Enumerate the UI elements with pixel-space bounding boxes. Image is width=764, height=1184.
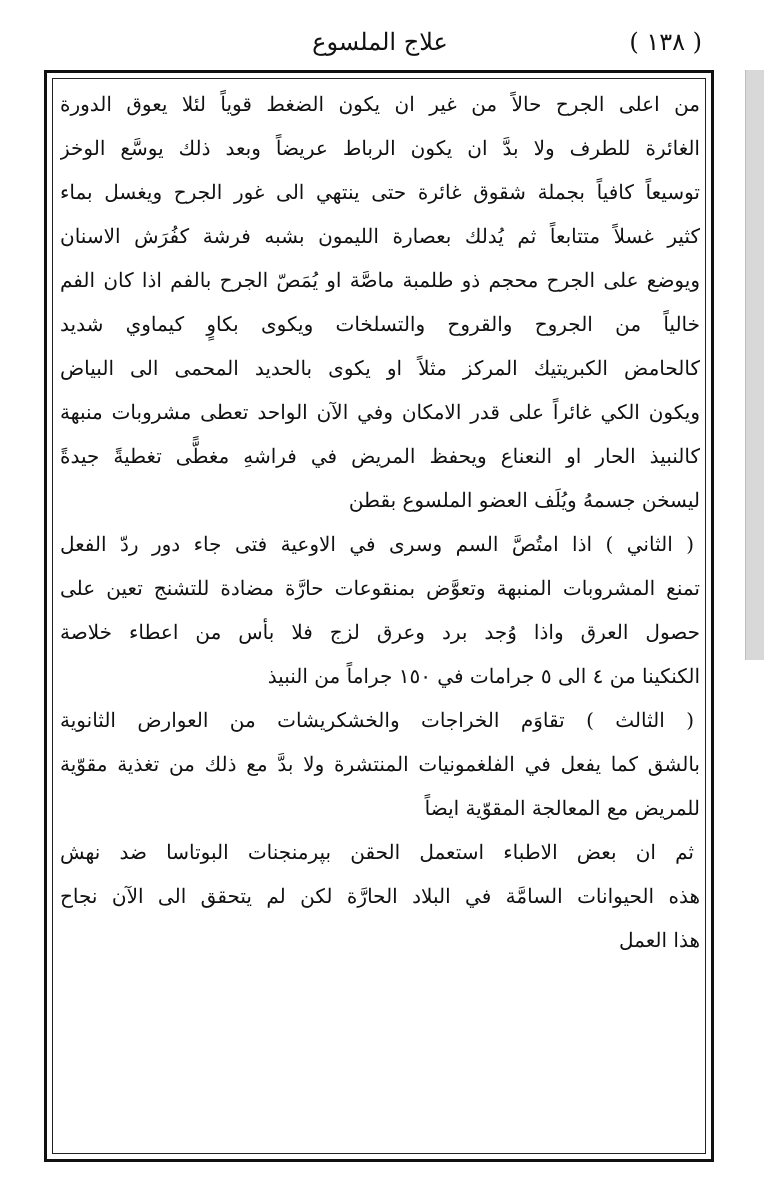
section-third-heading-line: ( الثالث ) تقاوَم الخراجات والخشكريشات من العوارض الثانوية bbox=[60, 708, 694, 732]
text-line: الكنكينا من ٤ الى ٥ جرامات في ١٥٠ جراماً من النبيذ bbox=[267, 664, 700, 688]
scan-edge-bar bbox=[745, 70, 764, 660]
text-line: كالنبيذ الحار او النعناع ويحفظ المريض في فراشهِ مغطًّى تغطيةً جيدةً bbox=[60, 444, 700, 468]
text-line: كثير غسلاً متتابعاً ثم يُدلك بعصارة الليمون بشبه فرشة كفُرَش الاسنان bbox=[60, 224, 700, 248]
text-line: هذا العمل bbox=[619, 928, 700, 952]
text-line: ليسخن جسمهُ ويُلَف العضو الملسوع بقطن bbox=[348, 488, 700, 512]
page-header bbox=[50, 22, 710, 62]
text-line: من اعلى الجرح حالاً من غير ان يكون الضغط قوياً لئلا يعوق الدورة bbox=[60, 92, 700, 116]
page-title: علاج الملسوع bbox=[312, 28, 448, 56]
text-line: توسيعاً كافياً بجملة شقوق غائرة حتى ينتهي الى غور الجرح ويغسل بماء bbox=[60, 180, 700, 204]
text-line: ثم ان بعض الاطباء استعمل الحقن بپرمنجنات البوتاسا ضد نهش bbox=[60, 840, 694, 864]
text-line: حصول العرق واذا وُجد برد وعرق لزج فلا بأس من اعطاء خلاصة bbox=[60, 620, 700, 644]
body-text bbox=[60, 82, 700, 962]
section-second-heading-line: ( الثاني ) اذا امتُصَّ السم وسرى في الاوعية فتى جاء دور ردّ الفعل bbox=[60, 532, 694, 556]
text-line: هذه الحيوانات السامَّة في البلاد الحارَّة لكن لم يتحقق الى الآن نجاح bbox=[60, 884, 700, 908]
text-line: الغائرة للطرف ولا بدَّ ان يكون الرباط عريضاً وبعد ذلك يوسَّع الوخز bbox=[60, 136, 700, 160]
text-line: ويوضع على الجرح محجم ذو طلمبة ماصَّة او يُمَصّ الجرح بالفم اذا كان الفم bbox=[60, 268, 700, 292]
text-line: كالحامض الكبريتيك المركز مثلاً او يكوى بالحديد المحمى الى البياض bbox=[60, 356, 700, 380]
page-number: ( ١٣٨ ) bbox=[629, 28, 702, 56]
text-line: للمريض مع المعالجة المقوّية ايضاً bbox=[424, 796, 700, 820]
text-line: خالياً من الجروح والقروح والتسلخات ويكوى بكاوٍ كيماوي شديد bbox=[60, 312, 700, 336]
text-line: تمنع المشروبات المنبهة وتعوَّض بمنقوعات حارَّة مضادة للتشنج تعين على bbox=[60, 576, 700, 600]
text-line: بالشق كما يفعل في الفلغمونيات المنتشرة ولا بدَّ مع ذلك من تغذية مقوّية bbox=[60, 752, 700, 776]
text-line: ويكون الكي غائراً على قدر الامكان وفي الآن الواحد تعطى مشروبات منبهة bbox=[60, 400, 700, 424]
